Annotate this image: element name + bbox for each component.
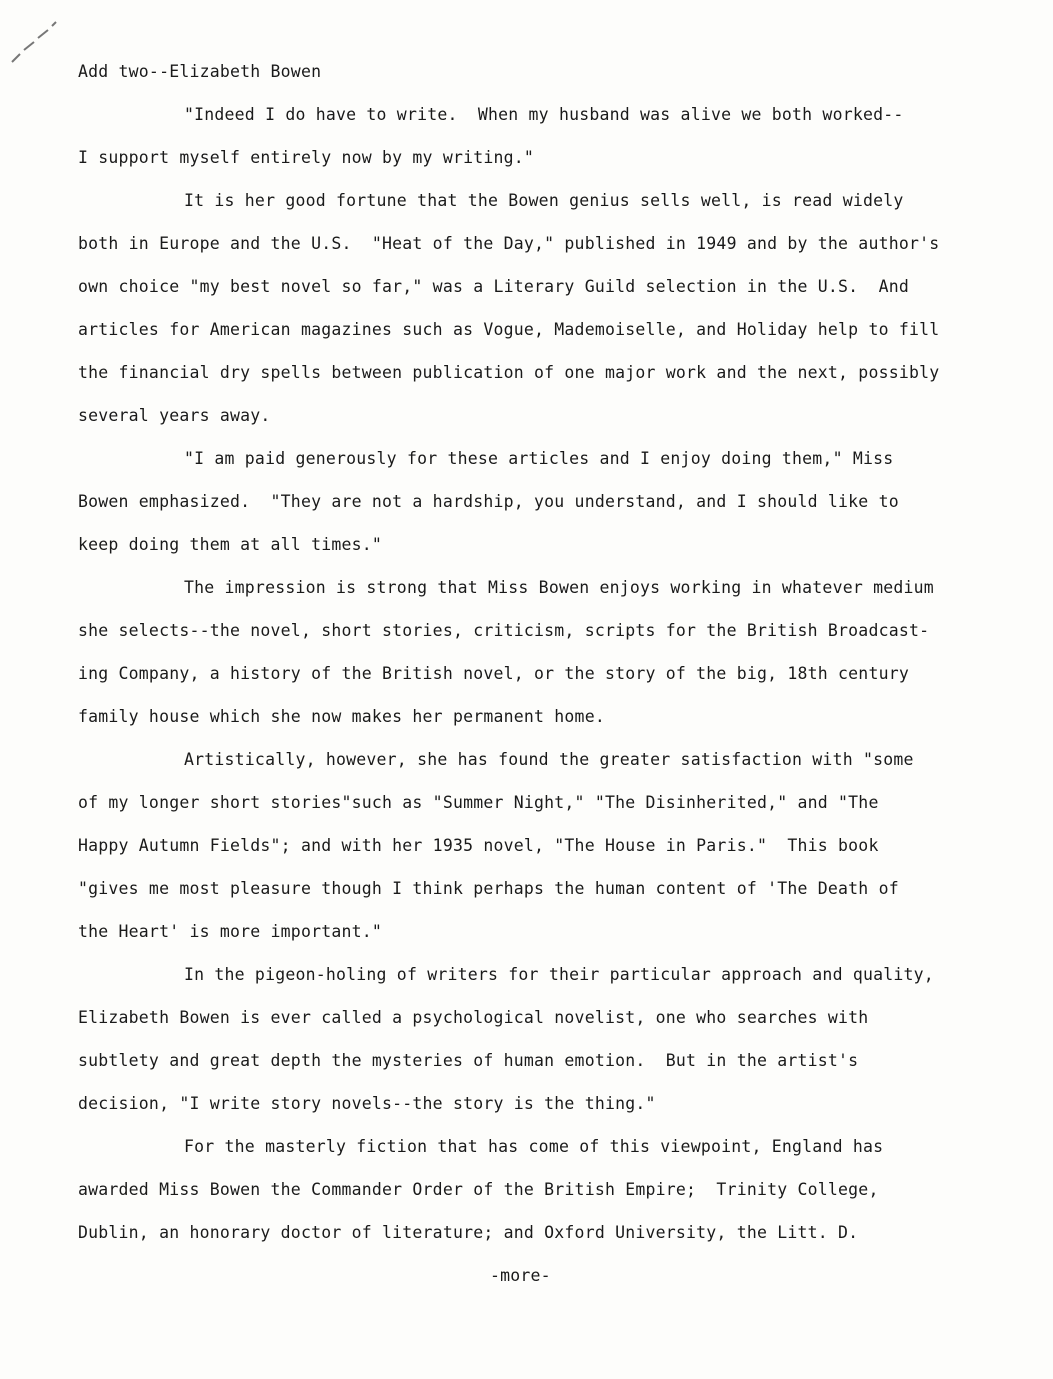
- text-line: "I am paid generously for these articles and I enjoy doing them," Miss: [184, 449, 894, 468]
- text-line: subtlety and great depth the mysteries of human emotion. But in the artist's: [78, 1051, 859, 1070]
- text-line: In the pigeon-holing of writers for their particular approach and quality,: [184, 965, 934, 984]
- page-footer: -more-: [490, 1266, 551, 1285]
- text-line: own choice "my best novel so far," was a Literary Guild selection in the U.S. And: [78, 277, 909, 296]
- text-line: "gives me most pleasure though I think perhaps the human content of 'The Death of: [78, 879, 899, 898]
- page-heading: Add two--Elizabeth Bowen: [78, 62, 322, 81]
- text-line: the financial dry spells between publication of one major work and the next, possibly: [78, 363, 940, 382]
- text-line: Dublin, an honorary doctor of literature; and Oxford University, the Litt. D.: [78, 1223, 859, 1242]
- staple-mark: [8, 18, 58, 68]
- text-line: awarded Miss Bowen the Commander Order of the British Empire; Trinity College,: [78, 1180, 879, 1199]
- text-line: both in Europe and the U.S. "Heat of the Day," published in 1949 and by the author's: [78, 234, 940, 253]
- text-line: she selects--the novel, short stories, criticism, scripts for the British Broadcast-: [78, 621, 930, 640]
- text-line: family house which she now makes her permanent home.: [78, 707, 605, 726]
- text-line: several years away.: [78, 406, 271, 425]
- text-line: keep doing them at all times.": [78, 535, 383, 554]
- text-line: Bowen emphasized. "They are not a hardship, you understand, and I should like to: [78, 492, 899, 511]
- text-line: The impression is strong that Miss Bowen enjoys working in whatever medium: [184, 578, 934, 597]
- text-line: For the masterly fiction that has come of this viewpoint, England has: [184, 1137, 884, 1156]
- text-line: of my longer short stories"such as "Summer Night," "The Disinherited," and "The: [78, 793, 879, 812]
- text-line: Elizabeth Bowen is ever called a psychological novelist, one who searches with: [78, 1008, 869, 1027]
- text-line: I support myself entirely now by my writing.": [78, 148, 535, 167]
- text-line: Happy Autumn Fields"; and with her 1935 novel, "The House in Paris." This book: [78, 836, 879, 855]
- text-line: It is her good fortune that the Bowen genius sells well, is read widely: [184, 191, 904, 210]
- text-line: Artistically, however, she has found the greater satisfaction with "some: [184, 750, 914, 769]
- text-line: ing Company, a history of the British novel, or the story of the big, 18th century: [78, 664, 909, 683]
- text-line: decision, "I write story novels--the story is the thing.": [78, 1094, 656, 1113]
- text-line: articles for American magazines such as Vogue, Mademoiselle, and Holiday help to fill: [78, 320, 940, 339]
- text-line: the Heart' is more important.": [78, 922, 383, 941]
- text-line: "Indeed I do have to write. When my husband was alive we both worked--: [184, 105, 904, 124]
